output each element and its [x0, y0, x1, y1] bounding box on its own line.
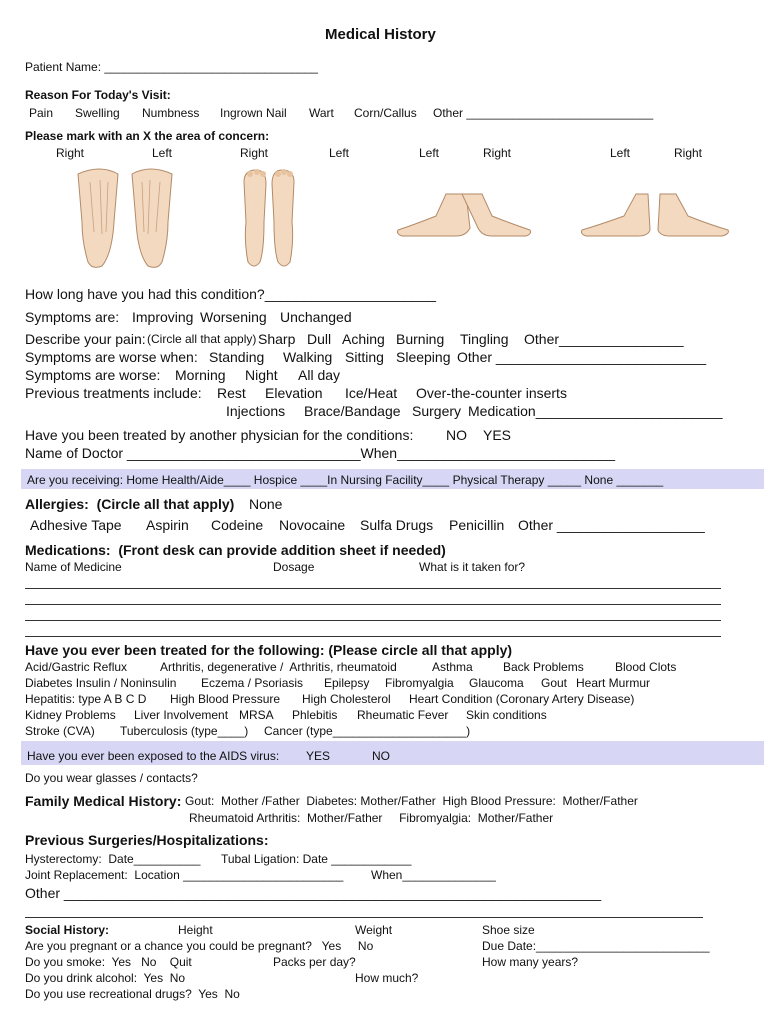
receiving-services[interactable]: Are you receiving: Home Health/Aide____ Hospice ____In Nursing Facility____ Physical Therapy _____ None _______: [27, 473, 664, 487]
condition-high-cholesterol[interactable]: High Cholesterol: [302, 692, 391, 706]
worse-walking[interactable]: Walking: [283, 349, 333, 365]
medication-line[interactable]: [25, 588, 721, 589]
allergy-other[interactable]: Other ___________________: [518, 517, 705, 533]
treatment-medication[interactable]: Medication________________________: [468, 403, 723, 419]
weight-label[interactable]: Weight: [355, 923, 393, 937]
worse-time-label: Symptoms are worse:: [25, 367, 161, 383]
drugs-question[interactable]: Do you use recreational drugs? Yes No: [25, 987, 240, 1001]
packs-per-day[interactable]: Packs per day?: [273, 955, 356, 969]
treatment-surgery[interactable]: Surgery: [412, 403, 462, 419]
allergies-heading: Allergies: (Circle all that apply): [25, 496, 235, 512]
treated-for-heading: Have you ever been treated for the following: (Please circle all that apply): [25, 642, 513, 658]
worse-standing[interactable]: Standing: [209, 349, 265, 365]
feet-side-view-image[interactable]: [396, 190, 532, 245]
treatment-ice-heat[interactable]: Ice/Heat: [345, 385, 398, 401]
reason-pain[interactable]: Pain: [29, 106, 54, 120]
symptoms-label: Symptoms are:: [25, 309, 120, 325]
worse-when-label: Symptoms are worse when:: [25, 349, 198, 365]
foot-label: Right: [240, 146, 269, 160]
condition-mrsa[interactable]: MRSA: [239, 708, 274, 722]
social-history-heading: Social History:: [25, 923, 110, 937]
condition-asthma[interactable]: Asthma: [432, 660, 473, 674]
pain-dull[interactable]: Dull: [307, 331, 332, 347]
other-surgery-field[interactable]: Other _____________________________________________________________________: [25, 885, 602, 901]
reason-wart[interactable]: Wart: [309, 106, 334, 120]
years-smoking[interactable]: How many years?: [482, 955, 579, 969]
foot-label: Left: [152, 146, 173, 160]
condition-eczema[interactable]: Eczema / Psoriasis: [201, 676, 304, 690]
condition-skin-conditions[interactable]: Skin conditions: [466, 708, 547, 722]
allergy-novocaine[interactable]: Novocaine: [279, 517, 346, 533]
foot-label: Right: [483, 146, 512, 160]
worse-sleeping[interactable]: Sleeping: [396, 349, 451, 365]
height-label[interactable]: Height: [178, 923, 213, 937]
condition-diabetes[interactable]: Diabetes Insulin / Noninsulin: [25, 676, 177, 690]
medications-heading: Medications: (Front desk can provide addition sheet if needed): [25, 542, 446, 558]
alcohol-how-much[interactable]: How much?: [355, 971, 419, 985]
reason-other[interactable]: Other ____________________________: [433, 106, 654, 120]
surgeries-heading: Previous Surgeries/Hospitalizations:: [25, 832, 269, 848]
symptom-worsening[interactable]: Worsening: [200, 309, 267, 325]
medication-line[interactable]: [25, 620, 721, 621]
condition-epilepsy[interactable]: Epilepsy: [324, 676, 370, 690]
treatment-brace[interactable]: Brace/Bandage: [304, 403, 401, 419]
shoe-size-label[interactable]: Shoe size: [482, 923, 535, 937]
condition-rheumatic-fever[interactable]: Rheumatic Fever: [357, 708, 449, 722]
reason-heading: Reason For Today's Visit:: [25, 88, 171, 102]
describe-pain-note: (Circle all that apply): [147, 332, 257, 346]
allergy-adhesive-tape[interactable]: Adhesive Tape: [30, 517, 122, 533]
tubal-ligation-field[interactable]: Tubal Ligation: Date ____________: [221, 852, 412, 866]
other-physician-question: Have you been treated by another physician for the conditions:: [25, 427, 414, 443]
joint-replacement-field[interactable]: Joint Replacement: Location ________________________: [25, 868, 344, 882]
condition-fibromyalgia[interactable]: Fibromyalgia: [385, 676, 454, 690]
condition-cancer[interactable]: Cancer (type____________________): [264, 724, 471, 738]
doctor-name-field[interactable]: Name of Doctor ______________________________When____________________________: [25, 445, 616, 461]
condition-acid-reflux[interactable]: Acid/Gastric Reflux: [25, 660, 128, 674]
condition-liver-involvement[interactable]: Liver Involvement: [134, 708, 229, 722]
foot-label: Right: [56, 146, 85, 160]
medication-name-header: Name of Medicine: [25, 560, 122, 574]
other-surgery-line[interactable]: [25, 917, 703, 918]
medication-line[interactable]: [25, 636, 721, 637]
medication-dosage-header: Dosage: [273, 560, 315, 574]
other-physician-no[interactable]: NO: [446, 427, 467, 443]
foot-label: Left: [329, 146, 350, 160]
foot-label: Left: [419, 146, 440, 160]
allergy-sulfa-drugs[interactable]: Sulfa Drugs: [360, 517, 434, 533]
pain-tingling[interactable]: Tingling: [460, 331, 509, 347]
condition-hepatitis[interactable]: Hepatitis: type A B C D: [25, 692, 147, 706]
treatment-rest[interactable]: Rest: [217, 385, 246, 401]
aids-yes[interactable]: YES: [306, 749, 331, 763]
allergy-aspirin[interactable]: Aspirin: [146, 517, 189, 533]
worse-sitting[interactable]: Sitting: [345, 349, 384, 365]
condition-gout[interactable]: Gout: [541, 676, 568, 690]
family-history-row[interactable]: Rheumatoid Arthritis: Mother/Father Fibromyalgia: Mother/Father: [189, 811, 554, 825]
pain-aching[interactable]: Aching: [342, 331, 385, 347]
joint-replacement-when[interactable]: When______________: [371, 868, 496, 882]
pain-sharp[interactable]: Sharp: [258, 331, 296, 347]
treatment-injections[interactable]: Injections: [226, 403, 286, 419]
glasses-question[interactable]: Do you wear glasses / contacts?: [25, 771, 198, 785]
condition-arthritis[interactable]: Arthritis, degenerative / Arthritis, rheumatoid: [160, 660, 397, 674]
aids-question: Have you ever been exposed to the AIDS virus:: [27, 749, 280, 763]
worse-morning[interactable]: Morning: [175, 367, 226, 383]
condition-phlebitis[interactable]: Phlebitis: [292, 708, 338, 722]
family-history-heading: Family Medical History:: [25, 793, 182, 809]
condition-tuberculosis[interactable]: Tuberculosis (type____): [120, 724, 249, 738]
symptom-improving[interactable]: Improving: [132, 309, 194, 325]
condition-high-blood-pressure[interactable]: High Blood Pressure: [170, 692, 281, 706]
foot-label: Left: [610, 146, 631, 160]
family-history-row[interactable]: Gout: Mother /Father Diabetes: Mother/Father High Blood Pressure: Mother/Father: [185, 794, 638, 808]
other-physician-yes[interactable]: YES: [483, 427, 512, 443]
worse-all-day[interactable]: All day: [298, 367, 341, 383]
condition-glaucoma[interactable]: Glaucoma: [469, 676, 524, 690]
pain-other[interactable]: Other________________: [524, 331, 684, 347]
allergy-penicillin[interactable]: Penicillin: [449, 517, 505, 533]
how-long-field[interactable]: How long have you had this condition?______________________: [25, 286, 437, 302]
feet-sole-view-image[interactable]: [238, 162, 300, 272]
condition-blood-clots[interactable]: Blood Clots: [615, 660, 677, 674]
condition-stroke[interactable]: Stroke (CVA): [25, 724, 95, 738]
due-date-field[interactable]: Due Date:__________________________: [482, 939, 710, 953]
alcohol-question[interactable]: Do you drink alcohol: Yes No: [25, 971, 186, 985]
worse-other[interactable]: Other ___________________________: [457, 349, 707, 365]
concern-heading: Please mark with an X the area of concern:: [25, 129, 270, 143]
allergy-codeine[interactable]: Codeine: [211, 517, 264, 533]
symptom-unchanged[interactable]: Unchanged: [280, 309, 352, 325]
condition-heart-condition[interactable]: Heart Condition (Coronary Artery Disease): [409, 692, 635, 706]
condition-kidney-problems[interactable]: Kidney Problems: [25, 708, 116, 722]
foot-label: Right: [674, 146, 703, 160]
condition-heart-murmur[interactable]: Heart Murmur: [576, 676, 651, 690]
pregnant-question[interactable]: Are you pregnant or a chance you could be pregnant? Yes No: [25, 939, 374, 953]
reason-corn-callus[interactable]: Corn/Callus: [354, 106, 417, 120]
condition-back-problems[interactable]: Back Problems: [503, 660, 584, 674]
treatment-elevation[interactable]: Elevation: [265, 385, 323, 401]
reason-ingrown-nail[interactable]: Ingrown Nail: [220, 106, 287, 120]
feet-top-view-image[interactable]: [60, 162, 190, 272]
feet-inner-view-image[interactable]: [580, 190, 730, 245]
pain-burning[interactable]: Burning: [396, 331, 445, 347]
smoke-question[interactable]: Do you smoke: Yes No Quit: [25, 955, 192, 969]
allergy-none[interactable]: None: [249, 496, 283, 512]
reason-numbness[interactable]: Numbness: [142, 106, 200, 120]
page-title: Medical History: [325, 26, 436, 43]
worse-night[interactable]: Night: [245, 367, 278, 383]
describe-pain-label: Describe your pain:: [25, 331, 146, 347]
medication-purpose-header: What is it taken for?: [419, 560, 526, 574]
reason-swelling[interactable]: Swelling: [75, 106, 120, 120]
treatments-label: Previous treatments include:: [25, 385, 202, 401]
patient-name-field[interactable]: Patient Name: ________________________________: [25, 60, 318, 74]
medication-line[interactable]: [25, 604, 721, 605]
aids-no[interactable]: NO: [372, 749, 390, 763]
treatment-otc-inserts[interactable]: Over-the-counter inserts: [416, 385, 567, 401]
hysterectomy-field[interactable]: Hysterectomy: Date__________: [25, 852, 201, 866]
